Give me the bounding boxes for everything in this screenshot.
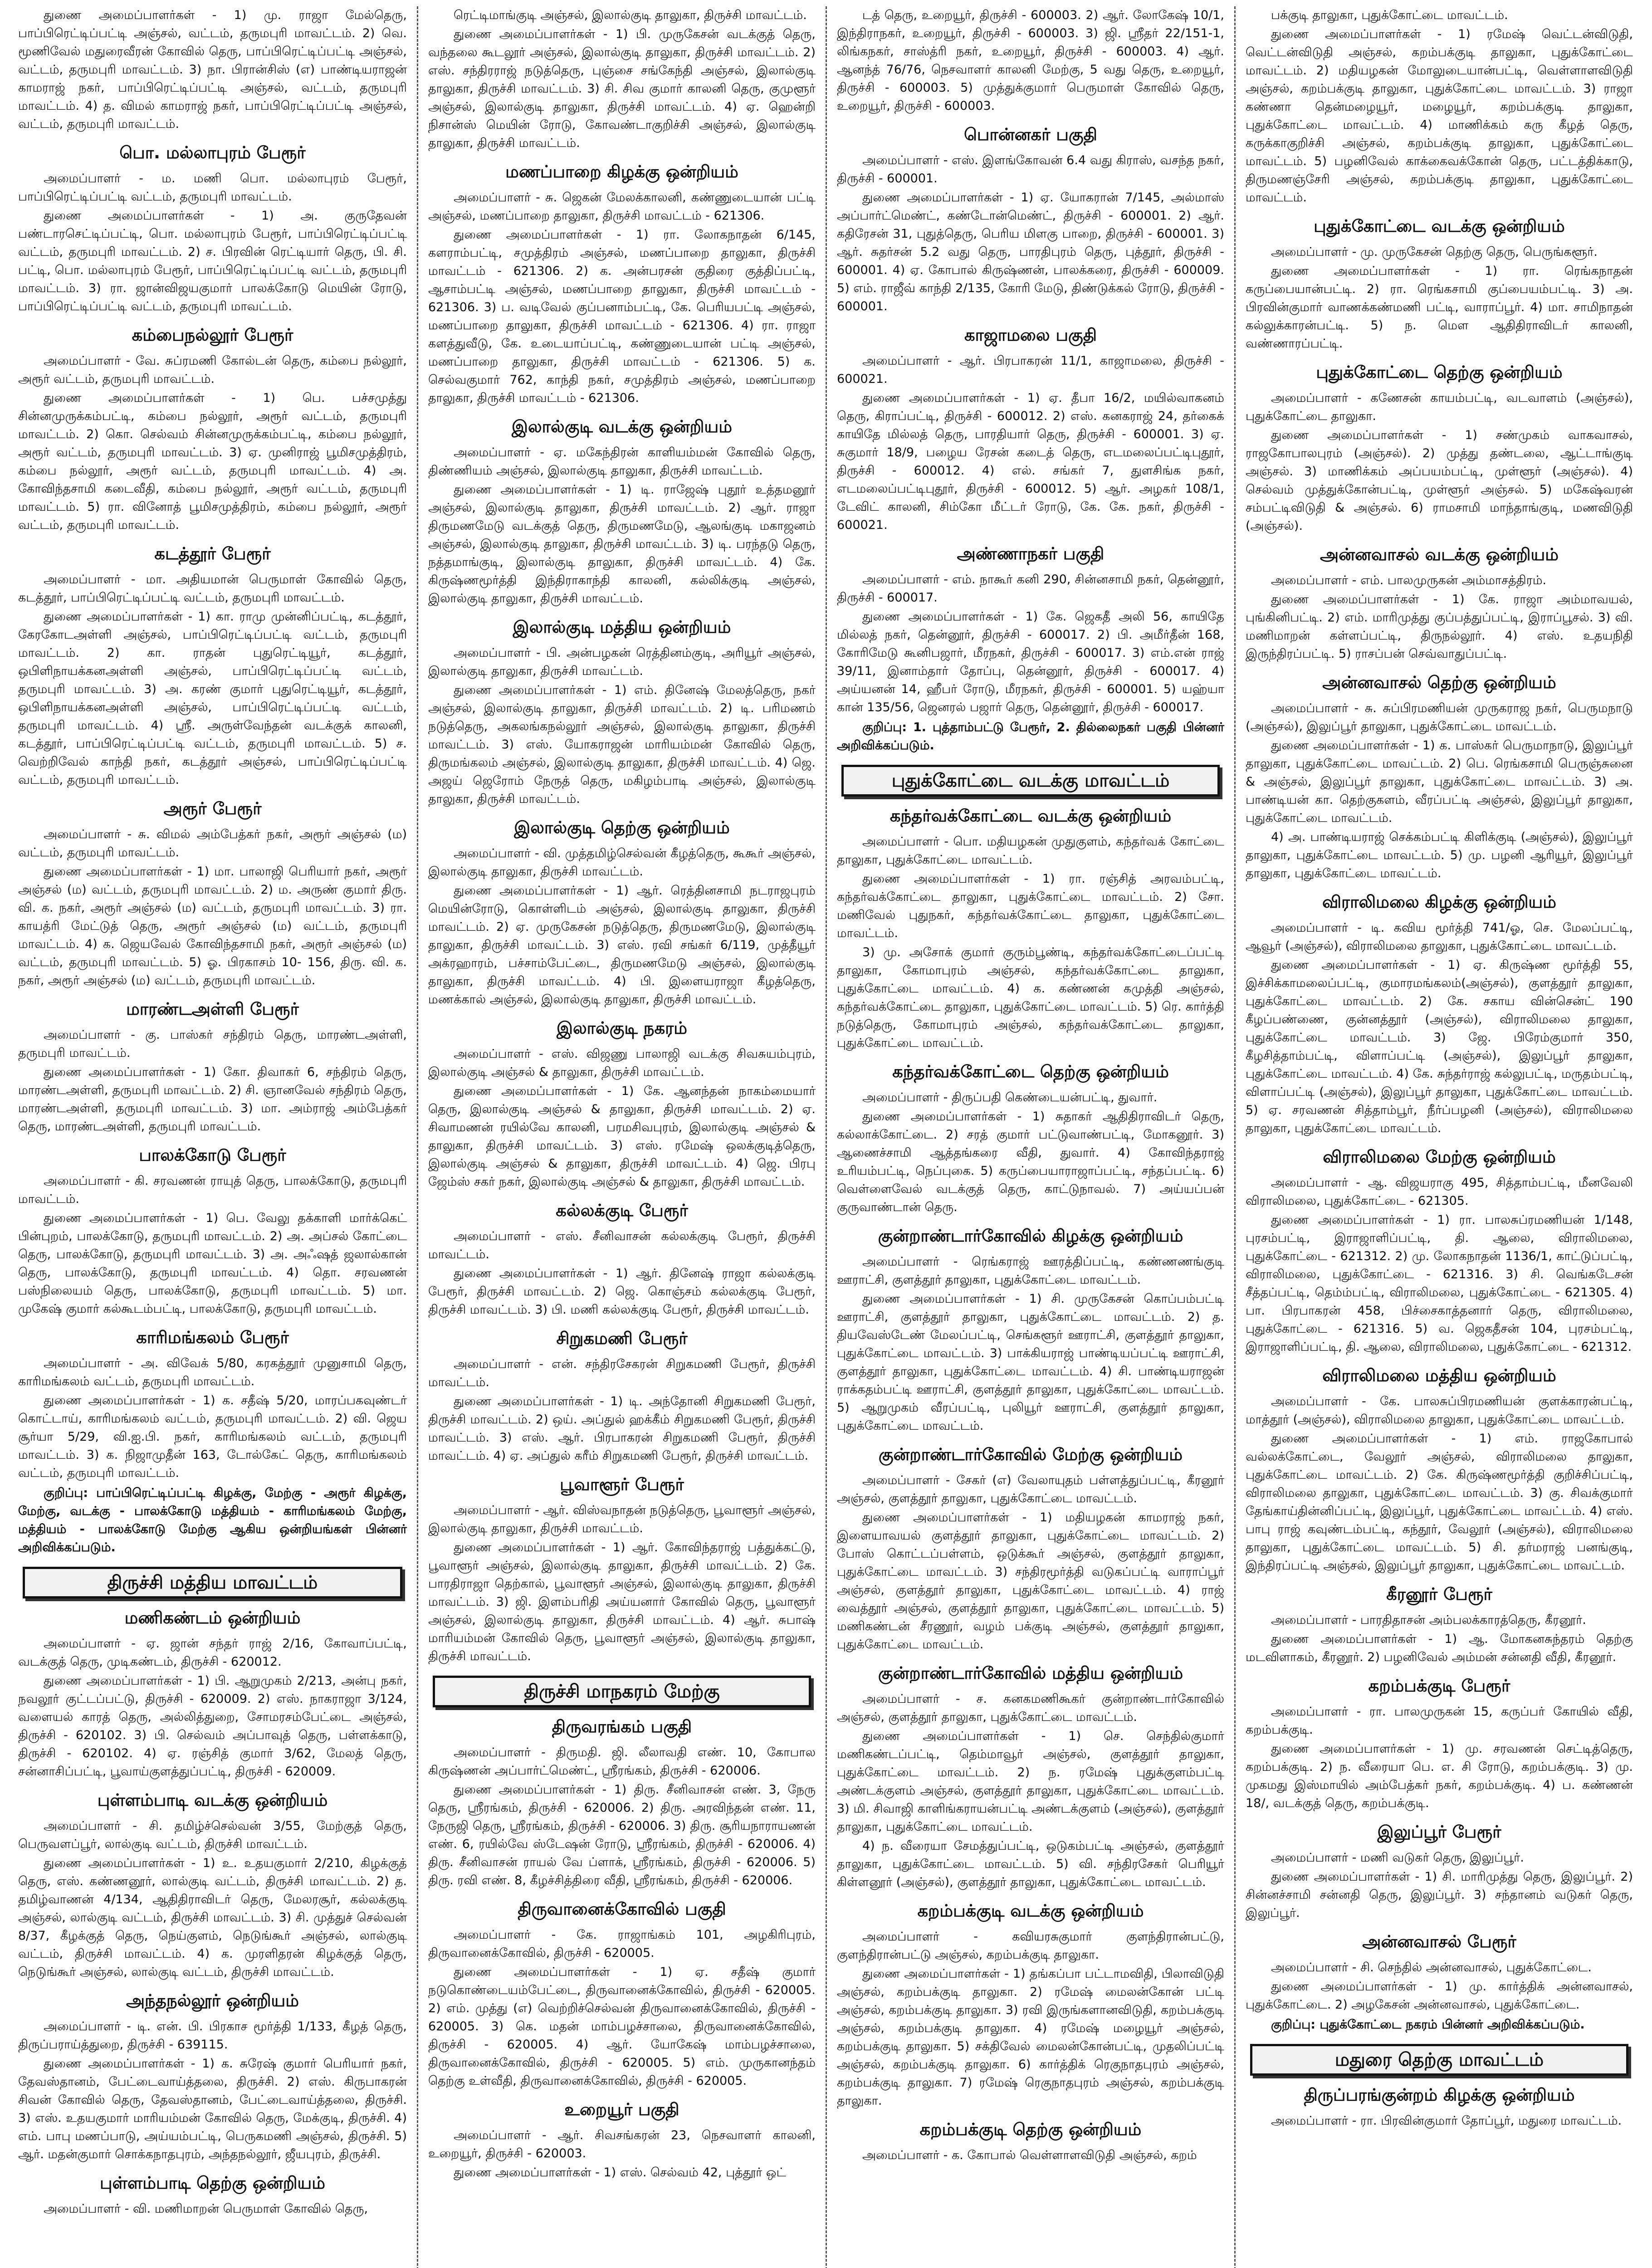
body-paragraph: துணை அமைப்பாளர்கள் - 1) மா. பாலாஜி பெரியார் நகர், அரூர் அஞ்சல் (ம) வட்டம், தருமபுரி மாவட்டம். 2) ம. அருண் குமார் திரு. வி. க. நகர், அரூர் அஞ்சல் (ம) வட்டம், தருமபுரி மாவட்டம். 3) ரா. காயத்ரி மேட்டுத் தெரு, அரூர் அஞ்சல் (ம) வட்டம், தருமபுரி மாவட்டம். 4) க. ஜெயவேல் கோவிந்தசாமி நகர், அரூர் அஞ்சல் (ம) வட்டம், தருமபுரி மாவட்டம். 5) ஓ. பிரகாசம் 10- 156, திரு. வி. க. நகர், அரூர் அஞ்சல் (ம) வட்டம், தருமபுரி மாவட்டம். <box>18 865 407 987</box>
body-paragraph: துணை அமைப்பாளர்கள் - 1) சி. மாரிமுத்து தெரு, இலுப்பூர். 2) சின்னச்சாமி சன்னதி தெரு, இலுப்பூர். 3) சந்தானம் வடுகர் தெரு, இலுப்பூர். <box>1246 1870 1633 1920</box>
section-heading: கீரனூர் பேரூர் <box>1386 1584 1492 1604</box>
section-heading: விராலிமலை மேற்கு ஒன்றியம் <box>1323 1147 1556 1167</box>
body-paragraph: துணை அமைப்பாளர்கள் - 1) சுதாகர் ஆதிதிராவிடர் தெரு, கல்லாக்கோட்டை. 2) சரத் குமார் பட்டுவாண்பட்டி, மோகனூர். 3) ஆணைச்சாமி ஆத்தங்கரை வீதி, துவார். 4) கோவிந்தராஜ் உரியம்பட்டி, நெப்புகை. 5) கருப்பையாராஜாப்பட்டி, சந்தப்பட்டி. 6) வெள்ளைவேல் வடக்குத் தெரு, காட்டுநாவல். 7) அய்யப்பன் குருவாண்டான் தெரு. <box>837 1110 1224 1214</box>
body-paragraph: துணை அமைப்பாளர்கள் - 1) ஆர். கோவிந்தராஜ் பத்துக்கட்டு, பூவாளூர் அஞ்சல், இலால்குடி தாலுகா, திருச்சி மாவட்டம். 2) கே. பாரதிராஜா தெற்கால், பூவாளூர் அஞ்சல், இலால்குடி தாலுகா, திருச்சி மாவட்டம். 3) ஜி. இளம்பரிதி அய்யனார் கோவில் தெரு, பூவாளூர் அஞ்சல், இலால்குடி தாலுகா, திருச்சி மாவட்டம். 4) ஆர். சுபாஷ் மாரியம்மன் கோவில் தெரு, பூவாளூர் அஞ்சல், இலால்குடி தாலுகா, திருச்சி மாவட்டம். <box>428 1540 816 1663</box>
body-paragraph: அமைப்பாளர் - பாரதிதாசன் அம்பலக்காரத்தெரு, கீரனூர். <box>1271 1613 1586 1627</box>
body-paragraph: அமைப்பாளர் - ச. கனகமணிகூகர் குன்றாண்டார்கோவில் அஞ்சல், குளத்தூர் தாலுகா, புதுக்கோட்டை மாவட்டம். <box>837 1692 1224 1724</box>
body-paragraph: அமைப்பாளர் - ரெங்கராஜ் ஊரத்திப்பட்டி, கண்ணணங்குடி ஊராட்சி, குளத்தூர் தாலுகா, புதுக்கோட்டை மாவட்டம். <box>837 1255 1224 1287</box>
body-paragraph: துணை அமைப்பாளர்கள் - 1) எஸ். செல்வம் 42, புத்தூர் ஒட் <box>454 2165 786 2180</box>
body-paragraph: துணை அமைப்பாளர்கள் - 1) ஏ. தீபா 16/2, மயில்வாகனம் தெரு, கிராப்பட்டி, திருச்சி - 600012. 2) எஸ். கனகராஜ் 24, தர்கைக் காயிதே மில்லத் தெரு, பாரதியார் தெரு, திருச்சி - 600001. 3) ஏ. சுகுமார் 18/9, பழைய ரேசன் கடைத் தெரு, எடமலைப்பட்டிபுதூர், திருச்சி - 600012. 4) எல். சங்கர் 7, துளசிங்க நகர், எடமலைப்பட்டிபுதூர், திருச்சி - 600012. 5) ஆர். அழகர் 108/1, டேவிட் காலனி, சிம்கோ மீட்டர் ரோடு, கே. கே. நகர், திருச்சி - 600021. <box>837 391 1224 532</box>
body-paragraph: அமைப்பாளர் - ஆர். பிரபாகரன் 11/1, காஜாமலை, திருச்சி - 600021. <box>837 354 1224 386</box>
body-paragraph: அமைப்பாளர் - வி. முத்தமிழ்செல்வன் கீழத்தெரு, கூகூர் அஞ்சல், இலால்குடி தாலுகா, திருச்சி மாவட்டம். <box>428 846 816 879</box>
body-paragraph: 4) ந. வீரையா சேமத்துப்பட்டி, ஒடுகம்பட்டி அஞ்சல், குளத்தூர் தாலுகா, புதுக்கோட்டை மாவட்டம். 5) வி. சந்திரசேகர் பெரியூர் கிள்ளனூர் (அஞ்சல்), குளத்தூர் தாலுகா, புதுக்கோட்டை மாவட்டம். <box>837 1839 1224 1889</box>
section-heading: அன்னவாசல் வடக்கு ஒன்றியம் <box>1320 545 1559 564</box>
body-paragraph: துணை அமைப்பாளர்கள் - 1) க. பாஸ்கர் பெருமாநாடு, இலுப்பூர் தாலுகா, புதுக்கோட்டை மாவட்டம். 2) பெ. ரெங்கசாமி பெருஞ்சுனை & அஞ்சல், இலுப்பூர் தாலுகா, புதுக்கோட்டை மாவட்டம். 3) அ. பாண்டியன் கா. தெற்குகளம், வீரப்பட்டி அஞ்சல், இலுப்பூர் தாலுகா, புதுக்கோட்டை மாவட்டம். <box>1246 738 1633 825</box>
section-heading: அண்ணாநகர் பகுதி <box>957 544 1105 563</box>
section-heading: கறம்பக்குடி வடக்கு ஒன்றியம் <box>917 1901 1144 1921</box>
body-paragraph: அமைப்பாளர் - திருப்பதி கெண்டையன்பட்டி, துவார். <box>862 1090 1158 1105</box>
body-paragraph: அமைப்பாளர் - எம். பாலமுருகன் அம்மாசத்திரம். <box>1271 573 1547 587</box>
section-heading: இலால்குடி நகரம் <box>556 1018 688 1038</box>
section-heading: இலால்குடி மத்திய ஒன்றியம் <box>513 617 731 637</box>
body-paragraph: அமைப்பாளர் - ஆர். சிவசங்கரன் 23, நெசவாளர் காலனி, உறையூர், திருச்சி - 620003. <box>428 2128 816 2160</box>
body-paragraph: துணை அமைப்பாளர்கள் - 1) பி. ஆறுமுகம் 2/213, அன்பு நகர், நவலூர் குட்டப்பட்டு, திருச்சி - 620009. 2) எஸ். நாகராஜா 3/124, வளையல் காரத் தெரு, அல்லித்துறை, சோமரசம்பேட்டை அஞ்சல், திருச்சி - 620102. 3) பி. செல்வம் அப்பாவுத் தெரு, பள்ளக்காடு, திருச்சி - 620102. 4) ஏ. ரஞ்சித் குமார் 3/62, மேலத் தெரு, சன்னாசிப்பட்டி, பூவாய்குளத்துப்பட்டி, திருச்சி - 620009. <box>18 1674 407 1779</box>
body-paragraph: துணை அமைப்பாளர்கள் - 1) ஆர். தினேஷ் ராஜா கல்லக்குடி பேரூர், திருச்சி மாவட்டம். 2) ஜெ. கொஞ்சம் கல்லக்குடி பேரூர், திருச்சி மாவட்டம். 3) பி. மணி கல்லக்குடி பேரூர், திருச்சி மாவட்டம். <box>428 1266 816 1317</box>
body-paragraph: அமைப்பாளர் - ரா. பிரவின்குமார் தோப்பூர், மதுரை மாவட்டம். <box>1271 2114 1622 2128</box>
body-paragraph: அமைப்பாளர் - அ. விவேக் 5/80, கரகத்தூர் முனுசாமி தெரு, காரிமங்கலம் வட்டம், தருமபுரி மாவட்டம். <box>18 1356 407 1388</box>
body-paragraph: துணை அமைப்பாளர்கள் - 1) ரமேஷ் வெட்டன்விடுதி, வெட்டன்விடுதி அஞ்சல், கறம்பக்குடி தாலுகா, புதுக்கோட்டை மாவட்டம். 2) மதியழகன் மோலுடையான்பட்டி, வெள்ளாளவிடுதி அஞ்சல், கறம்பக்குடி தாலுகா, புதுக்கோட்டை மாவட்டம். 3) ராஜா கண்ணா தென்மழையூர், மழையூர், கறம்பக்குடி தாலுகா, புதுக்கோட்டை மாவட்டம். 4) மாணிக்கம் கரு கீழத் தெரு, கருக்காகுறிச்சி அஞ்சல், கறம்பக்குடி தாலுகா, புதுக்கோட்டை மாவட்டம். 5) பழனிவேல் காக்கைவக்கோன் தெரு, பட்டத்திக்காடு, திருமணஞ்சேரி அஞ்சல், கறம்பக்குடி தாலுகா, புதுக்கோட்டை மாவட்டம். <box>1246 27 1633 205</box>
section-heading: குன்றாண்டார்கோவில் மேற்கு ஒன்றியம் <box>878 1445 1183 1464</box>
section-heading: இலால்குடி தெற்கு ஒன்றியம் <box>514 818 730 837</box>
section-heading: கந்தர்வக்கோட்டை தெற்கு ஒன்றியம் <box>892 1062 1169 1081</box>
body-paragraph: அமைப்பாளர் - கணேசன் காயம்பட்டி, வடவாளம் (அஞ்சல்), புதுக்கோட்டை தாலுகா. <box>1246 391 1633 423</box>
section-heading: புதுக்கோட்டை வடக்கு ஒன்றியம் <box>1314 216 1565 236</box>
body-paragraph: அமைப்பாளர் - மு. முருகேசன் தெற்கு தெரு, பெருங்களூர். <box>1271 245 1598 259</box>
body-paragraph: அமைப்பாளர் - பொ. மதியழகன் முதுகுளம், கந்தர்வக் கோட்டை தாலுகா, புதுக்கோட்டை மாவட்டம். <box>837 835 1224 867</box>
body-paragraph: அமைப்பாளர் - கு. பாஸ்கர் சந்திரம் தெரு, மாரண்டஅள்ளி, தருமபுரி மாவட்டம். <box>18 1028 407 1060</box>
section-heading: இலுப்பூர் பேரூர் <box>1377 1822 1501 1842</box>
body-paragraph: அமைப்பாளர் - ரா. பாலமுருகன் 15, கருப்பர் கோயில் வீதி, கறம்பக்குடி. <box>1246 1705 1633 1737</box>
body-paragraph: துணை அமைப்பாளர்கள் - 1) கா. ராமு முன்னிப்பட்டி, கடத்தூர், கேரகோடஅள்ளி அஞ்சல், பாப்பிரெட்டிப்பட்டி வட்டம், தருமபுரி மாவட்டம். 2) கா. ராதன் புதுரெட்டியூர், கடத்தூர், ஒபிளிநாயக்கனஅள்ளி அஞ்சல், பாப்பிரெட்டிப்பட்டி வட்டம், தருமபுரி மாவட்டம். 3) அ. கரண் குமார் புதுரெட்டியூர், கடத்தூர், ஒபிளிநாயக்கனஅள்ளி அஞ்சல், பாப்பிரெட்டிப்பட்டி வட்டம், தருமபுரி மாவட்டம். 4) ஸ்ரீ. அருள்வேந்தன் வடக்குக் காலனி, கடத்தூர், பாப்பிரெட்டிப்பட்டி வட்டம், தருமபுரி மாவட்டம். 5) ச. வெற்றிவேல் காந்தி நகர், கடத்தூர் அஞ்சல், பாப்பிரெட்டிப்பட்டி வட்டம், தருமபுரி மாவட்டம். <box>18 610 407 787</box>
section-heading: புள்ளம்பாடி தெற்கு ஒன்றியம் <box>99 2173 326 2193</box>
body-paragraph: அமைப்பாளர் - கே. ராஜாங்கம் 101, அழகிரிபுரம், திருவானைக்கோவில், திருச்சி - 620005. <box>428 1928 816 1960</box>
body-paragraph: துணை அமைப்பாளர்கள் - 1) ரா. பாலசுப்ரமணியன் 1/148, புரசம்பட்டி, இராஜாளிப்பட்டி, தி. ஆலை, விராலிமலை, புதுக்கோட்டை - 621312. 2) மு. லோகநாதன் 1136/1, காட்டுப்பட்டி, விராலிமலை, புதுக்கோட்டை - 621316. 3) சி. வெங்கடேசன் சீத்தப்பட்டி, தெம்ம்பட்டி, விராலிமலை, புதுக்கோட்டை - 621305. 4) பா. பிரபாகரன் 458, பிச்சைகாத்தனார் தெரு, விராலிமலை, புதுக்கோட்டை - 621316. 5) வ. ஜெகதீசன் 104, புரசம்பட்டி, இராஜாளிப்பட்டி, தி. ஆலை, விராலிமலை, புதுக்கோட்டை - 621312. <box>1246 1213 1633 1354</box>
body-paragraph: அமைப்பாளர் - சு. சுப்பிரமணியன் முருகராஜ நகர், பெருமநாடு (அஞ்சல்), இலுப்பூர் தாலுகா, புதுக்கோட்டை மாவட்டம். <box>1246 701 1633 733</box>
body-paragraph: துணை அமைப்பாளர்கள் - 1) ரா. ரெங்கநாதன் கருப்பையான்பட்டி. 2) ரா. ரெங்கசாமி குப்பையம்பட்டி. 3) அ. பிரவின்குமார் வாணக்கண்மணி பட்டி, வாராப்பூர். 4) மா. சாமிநாதன் கல்லுக்காரன்பட்டி. 5) ந. மௌ ஆதிதிராவிடர் காலனி, வண்ணாரப்பட்டி. <box>1246 264 1633 351</box>
body-paragraph: அமைப்பாளர் - திருமதி. ஜி. லீலாவதி எண். 10, கோபால கிருஷ்ணன் அப்பார்ட்மெண்ட், ஸ்ரீரங்கம், திருச்சி - 620006. <box>428 1745 816 1778</box>
body-paragraph: அமைப்பாளர் - கி. சரவணன் ராயுத் தெரு, பாலக்கோடு, தருமபுரி மாவட்டம். <box>18 1174 407 1206</box>
body-paragraph: ரெட்டிமாங்குடி அஞ்சல், இலால்குடி தாலுகா, திருச்சி மாவட்டம். <box>454 8 807 22</box>
district-heading: மதுரை தெற்கு மாவட்டம் <box>1250 2044 1628 2076</box>
district-heading: புதுக்கோட்டை வடக்கு மாவட்டம் <box>841 765 1220 797</box>
body-paragraph: துணை அமைப்பாளர்கள் - 1) பெ. வேலு தக்காளி மார்க்கெட் பின்புறம், பாலக்கோடு, தருமபுரி மாவட்டம். 2) அ. அப்சல் கோட்டை தெரு, பாலக்கோடு, தருமபுரி மாவட்டம். 3) அ. அஃஷத் ஜலால்கான் தெரு, பாலக்கோடு, தருமபுரி மாவட்டம். 4) தொ. சரவணன் பஸ்நிலையம் தெரு, பாலக்கோடு, தருமபுரி மாவட்டம். 5) மா. முகேஷ் குமார் கல்கூடம்பட்டி, பாலக்கோடு, தருமபுரி மாவட்டம். <box>18 1211 407 1316</box>
body-paragraph: அமைப்பாளர் - சி. தமிழ்ச்செல்வன் 3/55, மேற்குத் தெரு, பெருவளப்பூர், லால்குடி வட்டம், திருச்சி மாவட்டம். <box>18 1819 407 1851</box>
body-paragraph: துணை அமைப்பாளர்கள் - 1) மு. சரவணன் செட்டித்தெரு, கறம்பக்குடி. 2) ந. வீரையா பெ. எ. சி ரோடு, கறம்பக்குடி. 3) மு. முகமது இஸ்மாயில் அம்பேத்கர் நகர், கறம்பக்குடி. 4) ப. கண்ணன் 18/, வடக்குத் தெரு, கறம்பக்குடி. <box>1246 1742 1633 1810</box>
body-paragraph: அமைப்பாளர் - ஏ. மகேந்திரன் காளியம்மன் கோவில் தெரு, திண்ணியம் அஞ்சல், இலால்குடி தாலுகா, திருச்சி மாவட்டம். <box>428 445 816 478</box>
column-4 <box>1234 6 1643 2268</box>
section-heading: பொ. மல்லாபுரம் பேரூர் <box>119 143 306 162</box>
body-paragraph: அமைப்பாளர் - என். சந்திரசேகரன் சிறுகமணி பேரூர், திருச்சி மாவட்டம். <box>428 1357 816 1389</box>
body-paragraph: துணை அமைப்பாளர்கள் - 1) உ. உதயகுமார் 2/210, கிழக்குத் தெரு, எஸ். கண்ணனூர், லால்குடி வட்டம், திருச்சி மாவட்டம். 2) த. தமிழ்வாணன் 4/134, ஆதிதிராவிடர் தெரு, மேலரசூர், கல்லக்குடி அஞ்சல், லால்குடி வட்டம், திருச்சி மாவட்டம். 3) சி. முத்துச் செல்வன் 8/37, கீழக்குத் தெரு, நெய்குளம், நெடுங்கூர் அஞ்சல், லால்குடி வட்டம், திருச்சி மாவட்டம். 4) க. முரளிதரன் கிழக்குத் தெரு, நெடுங்கூர் அஞ்சல், லால்குடி வட்டம், திருச்சி மாவட்டம். <box>18 1856 407 1979</box>
body-paragraph: அமைப்பாளர் - டி. கவிய மூர்த்தி 741/ஓ, செ. மேலப்பட்டி, ஆவூர் (அஞ்சல்), விராலிமலை தாலுகா, புதுக்கோட்டை மாவட்டம். <box>1246 921 1633 953</box>
body-paragraph: துணை அமைப்பாளர்கள் - 1) சண்முகம் வாகவாசல், ராஜகோபாலபுரம் (அஞ்சல்). 2) முத்து தண்டலை, ஆட்டாங்குடி அஞ்சல். 3) மாணிக்கம் அப்பயம்பட்டி, முள்ளூர் (அஞ்சல்). 4) செல்வம் முத்துக்கோன்பட்டி, முள்ளூர் அஞ்சல். 5) மகேஷ்வரன் சம்பட்டிவிடுதி & அஞ்சல். 6) ராமசாமி மாந்தாங்குடி, மணவிடுதி (அஞ்சல்). <box>1246 428 1633 533</box>
body-paragraph: துணை அமைப்பாளர்கள் - 1) தங்கப்பா பட்டாமவிதி, பிலாவிடுதி அஞ்சல், கறம்பக்குடி தாலுகா. 2) ரமேஷ் மைலன்கோன் பட்டி அஞ்சல், கறம்பக்குடி தாலுகா. 3) ரவி இருங்களானவிடுதி, கறம்பக்குடி அஞ்சல், கறம்பக்குடி தாலுகா. 4) ரமேஷ் மழையூர் அஞ்சல், கறம்பக்குடி தாலுகா. 5) சக்திவேல் மைலன்கோன்பட்டி, முதலிப்பட்டி அஞ்சல், கறம்பக்குடி தாலுகா. 6) கார்த்திக் ரெகுநாதபுரம் அஞ்சல், கறம்பக்குடி தாலுகா. 7) ரமேஷ் ரெகுநாதபுரம் அஞ்சல், கறம்பக்குடி தாலுகா. <box>837 1967 1224 2108</box>
section-heading: காரிமங்கலம் பேரூர் <box>136 1328 289 1347</box>
column-3 <box>826 6 1234 2268</box>
body-paragraph: டத் தெரு, உறையூர், திருச்சி - 600003. 2) ஆர். லோகேஷ் 10/1, இந்திராநகர், உறையூர், திருச்சி - 600003. 3) ஜி. ஸ்ரீதர் 22/151-1, லிங்கநகர், சாஸ்த்ரி நகர், உறையூர், திருச்சி - 600003. 4) ஆர். ஆனந்த் 76/76, நெசவாளர் காலனி மேற்கு, 5 வது தெரு, உறையூர், திருச்சி - 600003. 5) முத்துக்குமார் பெருமாள் கோவில் தெரு, உறையூர், திருச்சி - 600003. <box>837 8 1224 113</box>
body-paragraph: துணை அமைப்பாளர்கள் - 1) திரு. சீனிவாசன் எண். 3, நேரு தெரு, ஸ்ரீரங்கம், திருச்சி - 620006. 2) திரு. அரவிந்தன் எண். 11, நேருஜி தெரு, ஸ்ரீரங்கம், திருச்சி - 620006. 3) திரு. சூரியநாராயணன் எண். 6, ரயில்வே ஸ்டேஷன் ரோடு, ஸ்ரீரங்கம், திருச்சி - 620006. 4) திரு. சீனிவாசன் ராயல் வே ப்ளாக், ஸ்ரீரங்கம், திருச்சி - 620006. 5) திரு. ரவி எண். 8, கீழச்சித்திரை வீதி, ஸ்ரீரங்கம், திருச்சி - 620006. <box>428 1783 816 1887</box>
body-paragraph: அமைப்பாளர் - எஸ். விஜணு பாலாஜி வடக்கு சிவசுயம்புரம், இலால்குடி அஞ்சல் & தாலுகா, திருச்சி மாவட்டம். <box>428 1047 816 1079</box>
section-heading: மணப்பாறை கிழக்கு ஒன்றியம் <box>505 162 738 181</box>
body-paragraph: துணை அமைப்பாளர்கள் - 1) சி. முருகேசன் கொப்பம்பட்டி ஊராட்சி, குளத்தூர் தாலுகா, புதுக்கோட்டை மாவட்டம். 2) த. தியவேஸ்டேண் மேலப்பட்டி, செங்களூர் ஊராட்சி, குளத்தூர் தாலுகா, புதுக்கோட்டை மாவட்டம். 3) பாக்கியராஜ் பாண்டியப்பட்டி ஊராட்சி, குளத்தூர் தாலுகா, புதுக்கோட்டை மாவட்டம். 4) சி. பாண்டியராஜன் ராக்கதம்பட்டி ஊராட்சி, குளத்தூர் தாலுகா, புதுக்கோட்டை மாவட்டம். 5) ஆறுமுகம் வீரப்பட்டி, புலியூர் ஊராட்சி, குளத்தூர் தாலுகா, புதுக்கோட்டை மாவட்டம். <box>837 1292 1224 1433</box>
section-heading: கறம்பக்குடி பேரூர் <box>1368 1676 1510 1696</box>
body-paragraph: அமைப்பாளர் - மா. அதியமான் பெருமாள் கோவில் தெரு, கடத்தூர், பாப்பிரெட்டிப்பட்டி வட்டம், தருமபுரி மாவட்டம். <box>18 572 407 605</box>
body-paragraph: துணை அமைப்பாளர்கள் - 1) ஆ. மோகனசுந்தரம் தெற்கு மடவிளாகம், கீரனூர். 2) பழனிவேல் அம்மன் சன்னதி வீதி, கீரனூர். <box>1246 1632 1633 1664</box>
body-paragraph: அமைப்பாளர் - க. கோபால் வெள்ளாளவிடுதி அஞ்சல், கறம் <box>862 2148 1197 2162</box>
body-paragraph: துணை அமைப்பாளர்கள் - 1) டி. ராஜேஷ் புதூர் உத்தமனூர் அஞ்சல், இலால்குடி தாலுகா, திருச்சி மாவட்டம். 2) ஆர். ராஜா திருமணமேடு வடக்குத் தெரு, திருமணமேடு, ஆலங்குடி மகாஜனம் அஞ்சல், இலால்குடி தாலுகா, திருச்சி மாவட்டம். 3) டி. பரந்தடு தெரு, நத்தமாங்குடி, இலால்குடி தாலுகா, திருச்சி மாவட்டம். 4) கே. கிருஷ்ணமூர்த்தி இந்திராகாந்தி காலனி, கல்லிக்குடி அஞ்சல், இலால்குடி தாலுகா, திருச்சி மாவட்டம். <box>428 483 816 606</box>
body-paragraph: அமைப்பாளர் - வே. சுப்ரமணி கோல்டன் தெரு, கம்பை நல்லூர், அரூர் வட்டம், தருமபுரி மாவட்டம். <box>18 354 407 386</box>
body-paragraph: அமைப்பாளர் - ஆர். விஸ்வநாதன் நடுத்தெரு, பூவாளூர் அஞ்சல், இலால்குடி தாலுகா, திருச்சி மாவட்டம். <box>428 1503 816 1535</box>
section-heading: மணிகண்டம் ஒன்றியம் <box>124 1608 301 1628</box>
body-paragraph: அமைப்பாளர் - சி. செந்தில் அன்னவாசல், புதுக்கோட்டை. <box>1271 1960 1592 1975</box>
section-heading: சிறுகமணி பேரூர் <box>556 1329 688 1348</box>
section-heading: கடத்தூர் பேரூர் <box>154 544 271 563</box>
section-heading: குன்றாண்டார்கோவில் மத்திய ஒன்றியம் <box>878 1663 1183 1683</box>
body-paragraph: அமைப்பாளர் - எஸ். இளங்கோவன் 6.4 வது கிராஸ், வசந்த நகர், திருச்சி - 600001. <box>837 153 1224 186</box>
section-heading: புள்ளம்பாடி வடக்கு ஒன்றியம் <box>97 1790 328 1810</box>
body-paragraph: துணை அமைப்பாளர்கள் - 1) கே. ராஜா அம்மாவயல், புங்கினிபட்டி. 2) எம். மாரிமுத்து குப்பத்துப்பட்டி, இராப்பூசல். 3) வி. மணிமாறன் கள்ளப்பட்டி, திருநல்லூர். 4) எஸ். உதயநிதி இருந்திரப்பட்டி. 5) ராசப்பன் செவ்வாதுப்பட்டி. <box>1246 592 1633 661</box>
body-paragraph: துணை அமைப்பாளர்கள் - 1) கோ. திவாகர் 6, சந்திரம் தெரு, மாரண்டஅள்ளி, தருமபுரி மாவட்டம். 2) சி. ஞானவேல் சந்திரம் தெரு, மாரண்டஅள்ளி, தருமபுரி மாவட்டம். 3) மா. அம்ராஜ் அம்பேத்கர் தெரு, மாரண்டஅள்ளி, தருமபுரி மாவட்டம். <box>18 1065 407 1134</box>
body-paragraph: துணை அமைப்பாளர்கள் - 1) ஆர். ரெத்தினசாமி நடராஜபுரம் மெயின்ரோடு, கொள்ளிடம் அஞ்சல், இலால்குடி தாலுகா, திருச்சி மாவட்டம். 2) ஏ. முருகேசன் நடுத்தெரு, திருமணமேடு, இலால்குடி தாலுகா, திருச்சி மாவட்டம். 3) எஸ். ரவி சங்கர் 6/119, முத்தீயூர் அக்ரஹாரம், பச்சாம்பேட்டை, திருமணமேடு அஞ்சல், இலால்குடி தாலுகா, திருச்சி மாவட்டம். 4) பி. இளையராஜா கீழத்தெரு, மணக்கால் அஞ்சல், இலால்குடி தாலுகா, திருச்சி மாவட்டம். <box>428 884 816 1007</box>
body-paragraph: பக்குடி தாலுகா, புதுக்கோட்டை மாவட்டம். <box>1271 8 1508 22</box>
body-paragraph: அமைப்பாளர் - கவியரசுகுமார் குளந்திரான்பட்டு, குளந்திரான்பட்டு அஞ்சல், கறம்பக்குடி தாலுகா. <box>837 1930 1224 1962</box>
body-paragraph: துணை அமைப்பாளர்கள் - 1) ஏ. கிருஷ்ண மூர்த்தி 55, இச்சிக்காமலைப்பட்டி, குமாரமங்கலம்(அஞ்சல்), குளத்தூர் தாலுகா, புதுக்கோட்டை மாவட்டம். 2) கே. சகாய வின்சென்ட் 190 கீழப்பண்ணை, குன்னத்தூர் (அஞ்சல்), விராலிமலை தாலுகா, புதுக்கோட்டை மாவட்டம். 3) ஜே. பிரேம்குமார் 350, கீழசித்தாம்பட்டி, விளாப்பட்டி (அஞ்சல்), இலுப்பூர் தாலுகா, புதுக்கோட்டை மாவட்டம். 4) கே. சுந்தர்ராஜ் கல்லுபட்டி, மருதம்பட்டி, விளாப்பட்டி (அஞ்சல்), இலுப்பூர் தாலுகா, புதுக்கோட்டை மாவட்டம். 5) ஏ. சரவணன் சித்தாம்பூர், நீர்ப்பழனி (அஞ்சல்), விராலிமலை தாலுகா, புதுக்கோட்டை மாவட்டம். <box>1246 958 1633 1135</box>
section-heading: புதுக்கோட்டை தெற்கு ஒன்றியம் <box>1316 362 1563 382</box>
body-paragraph: துணை அமைப்பாளர்கள் - 1) ஏ. சதீஷ் குமார் நடுகொண்டையம்பேட்டை, திருவானைக்கோவில், திருச்சி - 620005. 2) எம். முத்து (எ) வெற்றிச்செல்வன் திருவானைக்கோவில், திருச்சி - 620005. 3) கெ. மதன் மாம்பழச்சாலை, திருவானைக்கோவில், திருச்சி - 620005. 4) ஆர். யோகேஷ் மாம்பழச்சாலை, திருவானைக்கோவில், திருச்சி - 620005. 5) எம். முருகானந்தம் தெற்கு உள்வீதி, திருவானைக்கோவில், திருச்சி - 620005. <box>428 1965 816 2088</box>
body-paragraph: துணை அமைப்பாளர்கள் - 1) ஏ. யோகரான் 7/145, அல்மாஸ் அப்பார்ட்மெண்ட், கண்டோன்மெண்ட், திருச்சி - 600001. 2) ஆர். கதிரேசன் 31, புதுத்தெரு, பெரிய மிளகு பாறை, திருச்சி - 600001. 3) ஆர். சுதர்சன் 5.2 வது தெரு, பாரதிபுரம் தெரு, புத்தூர், திருச்சி - 600001. 4) ஏ. கோபால் கிருஷ்ணன், பாலக்கரை, திருச்சி - 600009. 5) எம். ராஜீவ் காந்தி 2/135, கோரி மேடு, திண்டுக்கல் ரோடு, திருச்சி - 600001. <box>837 191 1224 313</box>
body-paragraph: அமைப்பாளர் - ம. மணி பொ. மல்லாபுரம் பேரூர், பாப்பிரெட்டிப்பட்டி வட்டம், தருமபுரி மாவட்டம். <box>18 171 407 204</box>
district-heading: திருச்சி மாநகரம் மேற்கு <box>433 1676 811 1707</box>
note-paragraph: குறிப்பு: பாப்பிரெட்டிப்பட்டி கிழக்கு, மேற்கு - அரூர் கிழக்கு, மேற்கு, வடக்கு - பாலக்கோடு மத்தியம் - காரிமங்கலம் மேற்கு, மத்தியம் - பாலக்கோடு மேற்கு ஆகிய ஒன்றியங்கள் பின்னர் அறிவிக்கப்படும். <box>18 1486 407 1554</box>
body-paragraph: அமைப்பாளர் - பி. அன்பழகன் ரெத்தினம்குடி, அரியூர் அஞ்சல், இலால்குடி தாலுகா, திருச்சி மாவட்டம். <box>428 646 816 678</box>
column-2 <box>417 6 826 2268</box>
section-heading: திருவரங்கம் பகுதி <box>552 1717 692 1736</box>
note-paragraph: குறிப்பு: புதுக்கோட்டை நகரம் பின்னர் அறிவிக்கப்படும். <box>1271 2018 1585 2032</box>
section-heading: காஜாமலை பகுதி <box>964 325 1097 345</box>
body-paragraph: துணை அமைப்பாளர்கள் - 1) மு. ராஜா மேல்தெரு, பாப்பிரெட்டிப்பட்டி அஞ்சல், வட்டம், தருமபுரி மாவட்டம். 2) வெ. மூணிவேல் மதுரைவீரன் கோவில் தெரு, பாப்பிரெட்டிப்பட்டி அஞ்சல், வட்டம், தருமபுரி மாவட்டம். 3) நா. பிரான்சிஸ் (எ) பாண்டியராஜன் காமராஜ் நகர், பாப்பிரெட்டிப்பட்டி அஞ்சல், வட்டம், தருமபுரி மாவட்டம். 4) த. விமல் காமராஜ் நகர், பாப்பிரெட்டிப்பட்டி அஞ்சல், வட்டம், தருமபுரி மாவட்டம். <box>18 8 407 131</box>
body-paragraph: துணை அமைப்பாளர்கள் - 1) பெ. பச்சமுத்து சின்னமுருக்கம்பட்டி, கம்பை நல்லூர், அரூர் வட்டம், தருமபுரி மாவட்டம். 2) கொ. செல்வம் சின்னமுருக்கம்பட்டி, கம்பை நல்லூர், அரூர் வட்டம், தருமபுரி மாவட்டம். 3) ஏ. முனிராஜ் பூமிசமுத்திரம், கம்பை நல்லூர், அரூர் வட்டம், தருமபுரி மாவட்டம். 4) அ. கோவிந்தசாமி கடைவீதி, கம்பை நல்லூர், அரூர் வட்டம், தருமபுரி மாவட்டம். 5) ரா. வினோத் பூமிசமுத்திரம், கம்பை நல்லூர், அரூர் வட்டம், தருமபுரி மாவட்டம். <box>18 391 407 532</box>
body-paragraph: துணை அமைப்பாளர்கள் - 1) க. சதீஷ் 5/20, மாரப்பகவுண்டர் கொட்டாய், காரிமங்கலம் வட்டம், தருமபுரி மாவட்டம். 2) வி. ஜெய சூர்யா 5/29, வி.ஐ.பி. நகர், காரிமங்கலம் வட்டம், தருமபுரி மாவட்டம். 3) க. நிஜாமுதீன் 163, டோல்கேட் தெரு, காரிமங்கலம் வட்டம், தருமபுரி மாவட்டம். <box>18 1393 407 1480</box>
body-paragraph: அமைப்பாளர் - சேகர் (எ) வேலாயுதம் பள்ளத்துப்பட்டி, கீரனூர் அஞ்சல், குளத்தூர் தாலுகா, புதுக்கோட்டை மாவட்டம். <box>837 1473 1224 1505</box>
section-heading: விராலிமலை மத்திய ஒன்றியம் <box>1322 1366 1556 1385</box>
section-heading: விராலிமலை கிழக்கு ஒன்றியம் <box>1322 892 1557 912</box>
body-paragraph: 3) மு. அசோக் குமார் குரும்பூண்டி, கந்தர்வக்கோட்டைப்பட்டி தாலுகா, கோமாபுரம் அஞ்சல், கந்தர்வக்கோட்டை தாலுகா, புதுக்கோட்டை மாவட்டம். 4) க. கண்ணன் கமுத்தி அஞ்சல், கந்தர்வக்கோட்டை தாலுகா, புதுக்கோட்டை மாவட்டம். 5) ரெ. கார்த்தி நடுத்தெரு, கோமாபுரம் அஞ்சல், கந்தர்வக்கோட்டை தாலுகா, புதுக்கோட்டை மாவட்டம். <box>837 945 1224 1050</box>
section-heading: அன்னவாசல் பேரூர் <box>1362 1932 1516 1951</box>
section-heading: இலால்குடி வடக்கு ஒன்றியம் <box>511 417 733 436</box>
district-heading: திருச்சி மத்திய மாவட்டம் <box>23 1567 402 1598</box>
section-heading: உறையூர் பகுதி <box>564 2100 679 2119</box>
body-paragraph: துணை அமைப்பாளர்கள் - 1) ரா. ரஞ்சித் அரவம்பட்டி, கந்தர்வக்கோட்டை தாலுகா, புதுக்கோட்டை மாவட்டம். 2) சோ. மணிவேல் புதுநகர், கந்தர்வக்கோட்டை தாலுகா, புதுக்கோட்டை மாவட்டம். <box>837 872 1224 940</box>
body-paragraph: துணை அமைப்பாளர்கள் - 1) அ. குருதேவன் பண்டாரசெட்டிப்பட்டி, பொ. மல்லாபுரம் பேரூர், பாப்பிரெட்டிப்பட்டி வட்டம், தருமபுரி மாவட்டம். 2) ச. பிரவின் ரெட்டியார் தெரு, பி. சி. பட்டி, பொ. மல்லாபுரம் பேரூர், பாப்பிரெட்டிப்பட்டி வட்டம், தருமபுரி மாவட்டம். 3) ரா. ஜான்விஜயகுமார் பாலக்கோடு மெயின் ரோடு, பாப்பிரெட்டிப்பட்டி வட்டம், தருமபுரி மாவட்டம். <box>18 209 407 313</box>
body-paragraph: துணை அமைப்பாளர்கள் - 1) கே. ஜெகதீ அலி 56, காயிதே மில்லத் நகர், தென்னூர், திருச்சி - 600017. 2) பி. அமீர்தீன் 168, கோரிமேடு கூனிபஜார், மீரநகர், திருச்சி - 600017. 3) எம்.என் ராஜ் 39/11, இனாம்தார் தோப்பு, தென்னூர், திருச்சி - 600017. 4) அய்யனன் 14, ஹீபர் ரோடு, மீரநகர், திருச்சி - 600001. 5) யஹ்யா கான் 135/56, ஜெனரல் பஜார் தெரு, தென்னூர், திருச்சி - 600017. <box>837 610 1224 714</box>
section-heading: கம்பைநல்லூர் பேரூர் <box>132 325 293 345</box>
body-paragraph: அமைப்பாளர் - எஸ். சீனிவாசன் கல்லக்குடி பேரூர், திருச்சி மாவட்டம். <box>428 1229 816 1261</box>
body-paragraph: துணை அமைப்பாளர்கள் - 1) கே. ஆனந்தன் நாகம்மையார் தெரு, இலால்குடி அஞ்சல் & தாலுகா, திருச்சி மாவட்டம். 2) ஏ. சிவாமணன் ரயில்வே காலனி, பரமசிவபுரம், இலால்குடி அஞ்சல் & தாலுகா, திருச்சி மாவட்டம். 3) எஸ். ரமேஷ் ஒலக்குடித்தெரு, இலால்குடி அஞ்சல் & தாலுகா, திருச்சி மாவட்டம். 4) ஜெ. பிரபு ஜேம்ஸ் சகர் நகர், இலால்குடி அஞ்சல் & தாலுகா, திருச்சி மாவட்டம். <box>428 1084 816 1189</box>
body-paragraph: துணை அமைப்பாளர்கள் - 1) மு. கார்த்திக் அன்னவாசல், புதுக்கோட்டை. 2) அழகேசன் அன்னவாசல், புதுக்கோட்டை. <box>1246 1980 1633 2012</box>
section-heading: பாலக்கோடு பேரூர் <box>139 1145 286 1165</box>
body-paragraph: அமைப்பாளர் - எம். நாகூர் கனி 290, சின்னசாமி நகர், தென்னூர், திருச்சி - 600017. <box>837 572 1224 605</box>
body-paragraph: அமைப்பாளர் - மணி வடுகர் தெரு, இலுப்பூர். <box>1271 1851 1524 1865</box>
section-heading: அந்தநல்லூர் ஒன்றியம் <box>126 1991 299 2010</box>
section-heading: கல்லக்குடி பேரூர் <box>556 1201 688 1220</box>
body-paragraph: துணை அமைப்பாளர்கள் - 1) க. சுரேஷ் குமார் பெரியார் நகர், தேவஸ்தானம், பேட்டைவாய்த்தலை, திருச்சி. 2) எஸ். கிருபாகரன் சிவன் கோவில் தெரு, தேவஸ்தானம், பேட்டைவாய்த்தலை, திருச்சி. 3) எஸ். உதயகுமார் மாரியம்மன் கோவில் தெரு, மேக்குடி, திருச்சி. 4) எம். பாபு மணப்பாடு, அய்யம்பட்டி, பெருகமணி அஞ்சல், திருச்சி. 5) ஆர். மதன்குமார் சொக்கநாதபுரம், அந்தநல்லூர், ஜீயபுரம், திருச்சி. <box>18 2057 407 2161</box>
section-heading: குன்றாண்டார்கோவில் கிழக்கு ஒன்றியம் <box>878 1226 1183 1246</box>
body-paragraph: அமைப்பாளர் - சு. ஜெகன் மேலக்காலனி, கண்ணுடையான் பட்டி அஞ்சல், மணப்பாறை தாலுகா, திருச்சி மாவட்டம் - 621306. <box>428 191 816 223</box>
body-paragraph: துணை அமைப்பாளர்கள் - 1) எம். ராஜகோபால் வல்லக்கோட்டை, வேலூர் அஞ்சல், விராலிமலை தாலுகா, புதுக்கோட்டை மாவட்டம். 2) கே. கிருஷ்ணமூர்த்தி குறிச்சிப்பட்டி, விராலிமலை தாலுகா, புதுக்கோட்டை மாவட்டம். 3) கு. சிவக்குமார் தேங்காய்தின்னிப்பட்டி, இலுப்பூர், புதுக்கோட்டை மாவட்டம். 4) எஸ். பாபு ராஜ் கவுண்டம்பட்டி, கந்தூர், வேலூர் (அஞ்சல்), விராலிமலை தாலுகா, புதுக்கோட்டை மாவட்டம். 5) சி. தர்மராஜ் பனங்குடி, இந்திரப்பட்டி அஞ்சல், இலுப்பூர் தாலுகா, புதுக்கோட்டை மாவட்டம். <box>1246 1432 1633 1573</box>
body-paragraph: அமைப்பாளர் - கே. பாலசுப்பிரமணியன் குளக்காரன்பட்டி, மாத்தூர் (அஞ்சல்), விராலிமலை தாலுகா, புதுக்கோட்டை மாவட்டம். <box>1246 1394 1633 1427</box>
body-paragraph: துணை அமைப்பாளர்கள் - 1) ரா. லோகநாதன் 6/145, களராம்பட்டி, சமுத்திரம் அஞ்சல், மணப்பாறை தாலுகா, திருச்சி மாவட்டம் - 621306. 2) க. அன்பரசன் குதிரை குத்திப்பட்டி, ஆசாம்பட்டி அஞ்சல், மணப்பாறை தாலுகா, திருச்சி மாவட்டம் - 621306. 3) ப. வடிவேல் குப்பனாம்பட்டி, கே. பெரியபட்டி அஞ்சல், மணப்பாறை தாலுகா, திருச்சி மாவட்டம் - 621306. 4) ரா. ராஜா களத்துவீடு, கே. உடையாப்பட்டி, கண்ணுடையான் பட்டி அஞ்சல், மணப்பாறை தாலுகா, திருச்சி மாவட்டம் - 621306. 5) க. செல்வகுமார் 762, காந்தி நகர், சமுத்திரம் அஞ்சல், மணப்பாறை தாலுகா, திருச்சி மாவட்டம் - 621306. <box>428 228 816 405</box>
section-heading: பூவாளூர் பேரூர் <box>560 1475 684 1494</box>
section-heading: திருவானைக்கோவில் பகுதி <box>518 1899 726 1919</box>
body-paragraph: அமைப்பாளர் - ஏ. ஜான் சந்தர் ராஜ் 2/16, கோவாப்பட்டி, வடக்குத் தெரு, முடிகண்டம், திருச்சி - 620012. <box>18 1637 407 1669</box>
body-paragraph: அமைப்பாளர் - ஆ. விஜயராகு 495, சித்தாம்பட்டி, மீனவேலி விராலிமலை, புதுக்கோட்டை - 621305. <box>1246 1176 1633 1208</box>
body-paragraph: துணை அமைப்பாளர்கள் - 1) செ. செந்தில்குமார் மணிகண்டப்பட்டி, தெம்மாவூர் அஞ்சல், குளத்தூர் தாலுகா, புதுக்கோட்டை மாவட்டம். 2) ந. ரமேஷ் புதுக்குளம்பட்டி அண்டக்குளம் அஞ்சல், குளத்தூர் தாலுகா, புதுக்கோட்டை மாவட்டம். 3) மி. சிவாஜி காளிங்கராயன்பட்டி அண்டக்குளம் (அஞ்சல்), குளத்தூர் தாலுகா, புதுக்கோட்டை மாவட்டம். <box>837 1729 1224 1834</box>
section-heading: கறம்பக்குடி தெற்கு ஒன்றியம் <box>919 2120 1142 2139</box>
body-paragraph: 4) அ. பாண்டியராஜ் செக்கம்பட்டி கிளிக்குடி (அஞ்சல்), இலுப்பூர் தாலுகா, புதுக்கோட்டை மாவட்டம். 5) மு. பழனி ஆரியூர், இலுப்பூர் தாலுகா, புதுக்கோட்டை மாவட்டம். <box>1246 830 1633 880</box>
section-heading: அரூர் பேரூர் <box>163 799 262 818</box>
column-1 <box>8 6 417 2268</box>
section-heading: திருப்பரங்குன்றம் கிழக்கு ஒன்றியம் <box>1304 2085 1575 2105</box>
section-heading: அன்னவாசல் தெற்கு ஒன்றியம் <box>1322 673 1556 692</box>
note-paragraph: குறிப்பு: 1. புத்தாம்பட்டு பேரூர், 2. தில்லைநகர் பகுதி பின்னர் அறிவிக்கப்படும். <box>837 720 1224 753</box>
section-heading: கந்தர்வக்கோட்டை வடக்கு ஒன்றியம் <box>890 806 1172 826</box>
body-paragraph: துணை அமைப்பாளர்கள் - 1) மதியழகன் காமராஜ் நகர், இளையாவயல் குளத்தூர் தாலுகா, புதுக்கோட்டை மாவட்டம். 2) போஸ் கொட்டப்பள்ளம், ஒடுக்கூர் அஞ்சல், குளத்தூர் தாலுகா, புதுக்கோட்டை மாவட்டம். 3) சந்திரமூர்த்தி வடுகப்பட்டி வாராப்பூர் அஞ்சல், குளத்தூர் தாலுகா, புதுக்கோட்டை மாவட்டம். 4) ராஜ் வைத்தூர் அஞ்சல், குளத்தூர் தாலுகா, புதுக்கோட்டை மாவட்டம். 5) மணிகண்டன் சீரணூர், வழம் பக்குடி அஞ்சல், குளத்தூர் தாலுகா, புதுக்கோட்டை மாவட்டம். <box>837 1510 1224 1652</box>
body-paragraph: அமைப்பாளர் - வி. மணிமாறன் பெருமாள் கோவில் தெரு, <box>44 2202 368 2216</box>
body-paragraph: துணை அமைப்பாளர்கள் - 1) டி. அந்தோனி சிறுகமணி பேரூர், திருச்சி மாவட்டம். 2) ஒய். அப்துல் ஹக்கீம் சிறுகமணி பேரூர், திருச்சி மாவட்டம். 3) எஸ். ஆர். பிரபாகரன் சிறுகமணி பேரூர், திருச்சி மாவட்டம். 4) ஏ. அப்துல் கரீம் சிறுகமணி பேரூர், திருச்சி மாவட்டம். <box>428 1394 816 1463</box>
section-heading: மாரண்டஅள்ளி பேரூர் <box>126 999 299 1019</box>
section-heading: பொன்னகர் பகுதி <box>964 125 1097 144</box>
body-paragraph: அமைப்பாளர் - டி. என். பி. பிரகாச மூர்த்தி 1/133, கீழத் தெரு, திருப்பராய்த்துறை, திருச்சி - 639115. <box>18 2019 407 2052</box>
body-paragraph: துணை அமைப்பாளர்கள் - 1) பி. முருகேசன் வடக்குத் தெரு, வந்தலை கூடலூர் அஞ்சல், இலால்குடி தாலுகா, திருச்சி மாவட்டம். 2) எஸ். சந்திரராஜ் நடுத்தெரு, புஞ்சை சங்கேந்தி அஞ்சல், இலால்குடி தாலுகா, திருச்சி மாவட்டம். 3) சி. சிவ குமார் காலனி தெரு, குமுளூர் அஞ்சல், இலால்குடி தாலுகா, திருச்சி மாவட்டம். 4) ஏ. ஹென்றி நிசான்ஸ் மெயின் ரோடு, கோவண்டாகுறிச்சி அஞ்சல், இலால்குடி தாலுகா, திருச்சி மாவட்டம். <box>428 27 816 150</box>
body-paragraph: அமைப்பாளர் - சு. விமல் அம்பேத்கர் நகர், அரூர் அஞ்சல் (ம) வட்டம், தருமபுரி மாவட்டம். <box>18 827 407 860</box>
body-paragraph: துணை அமைப்பாளர்கள் - 1) எம். தினேஷ் மேலத்தெரு, நகர் அஞ்சல், இலால்குடி தாலுகா, திருச்சி மாவட்டம். 2) டி. பரிமணம் நடுத்தெரு, அகலங்கநல்லூர் அஞ்சல், இலால்குடி தாலுகா, திருச்சி மாவட்டம். 3) எஸ். யோகராஜன் மாரியம்மன் கோவில் தெரு, திருமங்கலம் அஞ்சல், இலால்குடி தாலுகா, திருச்சி மாவட்டம். 4) ஜெ. அஜய் ஜெரோம் நேருத் தெரு, மகிழம்பாடி அஞ்சல், இலால்குடி தாலுகா, திருச்சி மாவட்டம். <box>428 683 816 806</box>
